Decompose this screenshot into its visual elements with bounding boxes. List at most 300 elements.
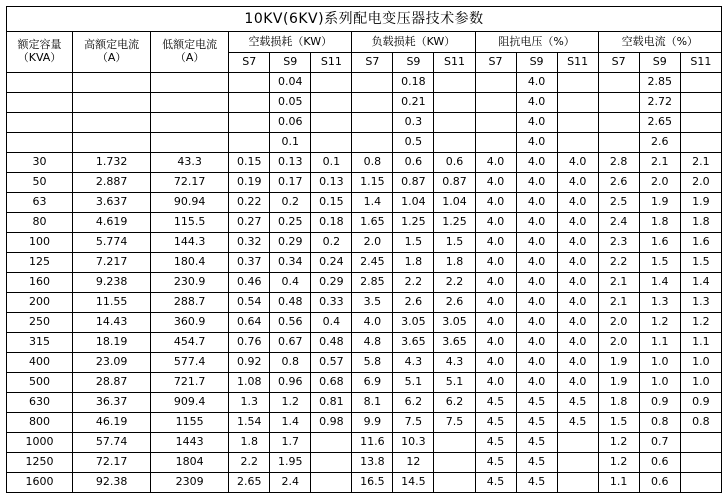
cell-rated-capacity: 100 (7, 233, 73, 253)
cell-hv-rated-current: 36.37 (73, 393, 151, 413)
cell-load-s7: 5.8 (352, 353, 393, 373)
cell-current-s9: 0.6 (639, 473, 680, 493)
transformer-parameters-table (6, 6, 722, 493)
cell-current-s7: 1.5 (598, 413, 639, 433)
cell-no-load-s7: 1.8 (229, 433, 270, 453)
cell-current-s7: 2.5 (598, 193, 639, 213)
cell-lv-rated-current: 115.5 (151, 213, 229, 233)
cell-current-s11: 2.1 (680, 153, 721, 173)
cell-no-load-s11 (311, 473, 352, 493)
cell-load-s7: 8.1 (352, 393, 393, 413)
cell-no-load-s11 (311, 73, 352, 93)
table-row (7, 313, 722, 333)
cell-no-load-s9: 0.04 (270, 73, 311, 93)
cell-hv-rated-current: 9.238 (73, 273, 151, 293)
cell-impedance-s11: 4.0 (557, 213, 598, 233)
cell-current-s9: 2.72 (639, 93, 680, 113)
subheader-load-loss-s11: S11 (434, 53, 475, 73)
cell-no-load-s9: 1.7 (270, 433, 311, 453)
group-header-impedance-voltage: 阻抗电压（%） (475, 32, 598, 53)
cell-impedance-s9: 4.0 (516, 233, 557, 253)
cell-no-load-s9: 0.56 (270, 313, 311, 333)
cell-lv-rated-current: 2309 (151, 473, 229, 493)
cell-current-s7: 1.9 (598, 373, 639, 393)
cell-impedance-s9: 4.5 (516, 433, 557, 453)
cell-current-s9: 1.0 (639, 373, 680, 393)
cell-impedance-s11: 4.0 (557, 333, 598, 353)
cell-hv-rated-current: 92.38 (73, 473, 151, 493)
cell-no-load-s11: 0.68 (311, 373, 352, 393)
subheader-load-loss-s9: S9 (393, 53, 434, 73)
cell-no-load-s9: 0.96 (270, 373, 311, 393)
cell-current-s7: 2.4 (598, 213, 639, 233)
cell-impedance-s11: 4.0 (557, 253, 598, 273)
cell-current-s7: 2.0 (598, 313, 639, 333)
cell-load-s9: 1.25 (393, 213, 434, 233)
cell-load-s7: 3.5 (352, 293, 393, 313)
cell-rated-capacity: 250 (7, 313, 73, 333)
cell-impedance-s7: 4.0 (475, 373, 516, 393)
cell-no-load-s7: 0.15 (229, 153, 270, 173)
cell-no-load-s9: 1.95 (270, 453, 311, 473)
cell-rated-capacity (7, 93, 73, 113)
column-header-lv-rated-current: 低额定电流 （A） (151, 32, 229, 73)
cell-no-load-s9: 0.25 (270, 213, 311, 233)
cell-impedance-s11: 4.0 (557, 153, 598, 173)
cell-impedance-s9: 4.0 (516, 213, 557, 233)
subheader-impedance-s11: S11 (557, 53, 598, 73)
cell-load-s9: 1.8 (393, 253, 434, 273)
cell-lv-rated-current: 288.7 (151, 293, 229, 313)
cell-current-s11: 0.8 (680, 413, 721, 433)
cell-lv-rated-current: 43.3 (151, 153, 229, 173)
cell-lv-rated-current: 454.7 (151, 333, 229, 353)
table-row (7, 273, 722, 293)
cell-no-load-s7: 0.32 (229, 233, 270, 253)
cell-impedance-s7 (475, 93, 516, 113)
cell-rated-capacity: 30 (7, 153, 73, 173)
cell-rated-capacity (7, 113, 73, 133)
cell-load-s7 (352, 73, 393, 93)
cell-impedance-s11: 4.0 (557, 313, 598, 333)
cell-current-s11: 0.9 (680, 393, 721, 413)
cell-impedance-s11: 4.0 (557, 173, 598, 193)
cell-hv-rated-current (73, 113, 151, 133)
table-row (7, 113, 722, 133)
cell-rated-capacity: 800 (7, 413, 73, 433)
cell-load-s9: 0.18 (393, 73, 434, 93)
cell-no-load-s9: 1.2 (270, 393, 311, 413)
cell-no-load-s11: 0.33 (311, 293, 352, 313)
cell-no-load-s7: 0.19 (229, 173, 270, 193)
cell-lv-rated-current: 909.4 (151, 393, 229, 413)
cell-rated-capacity: 315 (7, 333, 73, 353)
table-row (7, 373, 722, 393)
cell-load-s11: 7.5 (434, 413, 475, 433)
cell-impedance-s11 (557, 453, 598, 473)
cell-load-s11: 1.8 (434, 253, 475, 273)
cell-impedance-s11 (557, 93, 598, 113)
cell-load-s7: 1.65 (352, 213, 393, 233)
subheader-impedance-s7: S7 (475, 53, 516, 73)
cell-current-s7: 2.1 (598, 273, 639, 293)
cell-current-s11: 1.1 (680, 333, 721, 353)
cell-current-s11: 1.0 (680, 373, 721, 393)
table-row (7, 93, 722, 113)
cell-current-s9: 1.1 (639, 333, 680, 353)
cell-rated-capacity: 80 (7, 213, 73, 233)
cell-rated-capacity: 400 (7, 353, 73, 373)
table-row (7, 133, 722, 153)
cell-load-s11: 1.5 (434, 233, 475, 253)
cell-load-s9: 6.2 (393, 393, 434, 413)
cell-load-s11: 1.04 (434, 193, 475, 213)
cell-lv-rated-current: 577.4 (151, 353, 229, 373)
cell-current-s9: 2.85 (639, 73, 680, 93)
cell-current-s7: 1.2 (598, 453, 639, 473)
cell-no-load-s11: 0.18 (311, 213, 352, 233)
cell-no-load-s11: 0.2 (311, 233, 352, 253)
subheader-current-s11: S11 (680, 53, 721, 73)
cell-lv-rated-current: 360.9 (151, 313, 229, 333)
cell-load-s7: 4.0 (352, 313, 393, 333)
cell-hv-rated-current (73, 73, 151, 93)
cell-impedance-s11 (557, 473, 598, 493)
cell-current-s11 (680, 113, 721, 133)
cell-no-load-s7: 0.64 (229, 313, 270, 333)
cell-impedance-s7: 4.0 (475, 213, 516, 233)
cell-load-s7: 1.4 (352, 193, 393, 213)
cell-impedance-s7: 4.0 (475, 173, 516, 193)
table-row (7, 173, 722, 193)
cell-no-load-s9: 0.34 (270, 253, 311, 273)
cell-current-s9: 1.6 (639, 233, 680, 253)
table-row (7, 293, 722, 313)
cell-impedance-s9: 4.0 (516, 353, 557, 373)
cell-lv-rated-current: 90.94 (151, 193, 229, 213)
cell-no-load-s7: 1.08 (229, 373, 270, 393)
cell-lv-rated-current: 144.3 (151, 233, 229, 253)
cell-impedance-s7: 4.5 (475, 393, 516, 413)
table-row (7, 193, 722, 213)
cell-lv-rated-current (151, 93, 229, 113)
cell-load-s9: 0.21 (393, 93, 434, 113)
cell-no-load-s7: 0.92 (229, 353, 270, 373)
cell-no-load-s9: 2.4 (270, 473, 311, 493)
cell-hv-rated-current: 7.217 (73, 253, 151, 273)
cell-load-s11: 0.6 (434, 153, 475, 173)
cell-current-s11: 1.0 (680, 353, 721, 373)
cell-impedance-s7 (475, 73, 516, 93)
cell-no-load-s9: 0.06 (270, 113, 311, 133)
cell-load-s7: 16.5 (352, 473, 393, 493)
table-row (7, 393, 722, 413)
header-row-groups (7, 32, 722, 53)
cell-impedance-s9: 4.0 (516, 113, 557, 133)
cell-no-load-s7: 0.46 (229, 273, 270, 293)
cell-load-s9: 0.5 (393, 133, 434, 153)
cell-no-load-s11: 0.81 (311, 393, 352, 413)
cell-no-load-s11: 0.48 (311, 333, 352, 353)
cell-no-load-s9: 0.48 (270, 293, 311, 313)
cell-load-s11 (434, 73, 475, 93)
cell-rated-capacity: 630 (7, 393, 73, 413)
cell-current-s9: 2.1 (639, 153, 680, 173)
cell-no-load-s9: 0.67 (270, 333, 311, 353)
cell-load-s9: 14.5 (393, 473, 434, 493)
subheader-no-load-loss-s11: S11 (311, 53, 352, 73)
cell-current-s7: 1.1 (598, 473, 639, 493)
cell-load-s11 (434, 113, 475, 133)
cell-load-s9: 5.1 (393, 373, 434, 393)
cell-rated-capacity: 63 (7, 193, 73, 213)
cell-impedance-s11: 4.0 (557, 353, 598, 373)
cell-no-load-s11 (311, 433, 352, 453)
cell-lv-rated-current: 1804 (151, 453, 229, 473)
cell-impedance-s7 (475, 133, 516, 153)
cell-current-s11: 2.0 (680, 173, 721, 193)
cell-hv-rated-current: 2.887 (73, 173, 151, 193)
cell-lv-rated-current: 1443 (151, 433, 229, 453)
table-header (7, 7, 722, 73)
cell-current-s7 (598, 93, 639, 113)
cell-impedance-s7: 4.0 (475, 333, 516, 353)
cell-no-load-s9: 0.05 (270, 93, 311, 113)
cell-load-s11: 0.87 (434, 173, 475, 193)
table-row (7, 433, 722, 453)
cell-current-s7: 2.1 (598, 293, 639, 313)
cell-no-load-s11 (311, 133, 352, 153)
cell-current-s9: 1.8 (639, 213, 680, 233)
cell-no-load-s7: 0.22 (229, 193, 270, 213)
cell-hv-rated-current: 1.732 (73, 153, 151, 173)
cell-current-s11: 1.9 (680, 193, 721, 213)
cell-impedance-s9: 4.0 (516, 253, 557, 273)
cell-current-s9: 1.3 (639, 293, 680, 313)
title-row (7, 7, 722, 32)
subheader-impedance-s9: S9 (516, 53, 557, 73)
cell-impedance-s9: 4.0 (516, 153, 557, 173)
cell-current-s9: 0.7 (639, 433, 680, 453)
cell-rated-capacity: 1600 (7, 473, 73, 493)
cell-load-s9: 0.6 (393, 153, 434, 173)
cell-no-load-s7: 2.65 (229, 473, 270, 493)
subheader-current-s7: S7 (598, 53, 639, 73)
cell-impedance-s7: 4.0 (475, 353, 516, 373)
cell-load-s9: 4.3 (393, 353, 434, 373)
cell-no-load-s7: 1.54 (229, 413, 270, 433)
cell-load-s7: 0.8 (352, 153, 393, 173)
cell-rated-capacity: 500 (7, 373, 73, 393)
cell-impedance-s9: 4.5 (516, 393, 557, 413)
cell-load-s7: 2.85 (352, 273, 393, 293)
group-header-load-loss: 负载损耗（KW） (352, 32, 475, 53)
cell-no-load-s7: 0.37 (229, 253, 270, 273)
cell-load-s9: 3.05 (393, 313, 434, 333)
cell-load-s9: 7.5 (393, 413, 434, 433)
cell-load-s9: 3.65 (393, 333, 434, 353)
cell-impedance-s7: 4.5 (475, 413, 516, 433)
table-body (7, 73, 722, 493)
cell-no-load-s11 (311, 113, 352, 133)
cell-impedance-s9: 4.0 (516, 333, 557, 353)
cell-current-s7: 1.8 (598, 393, 639, 413)
cell-impedance-s9: 4.0 (516, 173, 557, 193)
table-row (7, 153, 722, 173)
cell-rated-capacity: 200 (7, 293, 73, 313)
cell-current-s7: 1.9 (598, 353, 639, 373)
subheader-no-load-loss-s9: S9 (270, 53, 311, 73)
table-row (7, 473, 722, 493)
cell-impedance-s9: 4.5 (516, 413, 557, 433)
cell-impedance-s11 (557, 73, 598, 93)
cell-load-s7: 13.8 (352, 453, 393, 473)
cell-current-s7: 2.3 (598, 233, 639, 253)
cell-impedance-s9: 4.0 (516, 193, 557, 213)
cell-no-load-s9: 0.2 (270, 193, 311, 213)
cell-current-s11: 1.4 (680, 273, 721, 293)
table-row (7, 333, 722, 353)
table-row (7, 233, 722, 253)
cell-impedance-s7: 4.0 (475, 253, 516, 273)
cell-current-s9: 1.4 (639, 273, 680, 293)
cell-impedance-s9: 4.0 (516, 313, 557, 333)
cell-current-s7: 2.2 (598, 253, 639, 273)
cell-current-s7: 2.8 (598, 153, 639, 173)
cell-rated-capacity: 50 (7, 173, 73, 193)
cell-load-s9: 12 (393, 453, 434, 473)
cell-rated-capacity (7, 73, 73, 93)
cell-rated-capacity: 160 (7, 273, 73, 293)
table-row (7, 213, 722, 233)
subheader-current-s9: S9 (639, 53, 680, 73)
cell-lv-rated-current: 721.7 (151, 373, 229, 393)
cell-no-load-s7: 0.27 (229, 213, 270, 233)
cell-no-load-s11: 0.4 (311, 313, 352, 333)
cell-load-s9: 0.87 (393, 173, 434, 193)
cell-lv-rated-current (151, 73, 229, 93)
cell-no-load-s9: 0.29 (270, 233, 311, 253)
cell-no-load-s7: 1.3 (229, 393, 270, 413)
cell-impedance-s7: 4.5 (475, 473, 516, 493)
cell-current-s9: 0.8 (639, 413, 680, 433)
cell-rated-capacity (7, 133, 73, 153)
cell-load-s11: 1.25 (434, 213, 475, 233)
subheader-load-loss-s7: S7 (352, 53, 393, 73)
cell-no-load-s7: 0.54 (229, 293, 270, 313)
technical-parameters-sheet (6, 6, 722, 493)
cell-hv-rated-current: 5.774 (73, 233, 151, 253)
cell-lv-rated-current (151, 113, 229, 133)
cell-impedance-s11 (557, 433, 598, 453)
cell-no-load-s11: 0.15 (311, 193, 352, 213)
cell-hv-rated-current (73, 93, 151, 113)
cell-impedance-s7: 4.5 (475, 453, 516, 473)
cell-no-load-s7 (229, 93, 270, 113)
cell-current-s11: 1.2 (680, 313, 721, 333)
cell-load-s9: 1.5 (393, 233, 434, 253)
cell-current-s9: 2.6 (639, 133, 680, 153)
cell-impedance-s11 (557, 133, 598, 153)
cell-hv-rated-current: 3.637 (73, 193, 151, 213)
cell-load-s7 (352, 133, 393, 153)
cell-current-s11 (680, 473, 721, 493)
cell-load-s9: 10.3 (393, 433, 434, 453)
cell-load-s11: 2.2 (434, 273, 475, 293)
subheader-no-load-loss-s7: S7 (229, 53, 270, 73)
cell-current-s7: 2.6 (598, 173, 639, 193)
cell-current-s7 (598, 73, 639, 93)
cell-load-s7: 11.6 (352, 433, 393, 453)
cell-load-s11 (434, 133, 475, 153)
cell-no-load-s11 (311, 453, 352, 473)
cell-load-s7: 2.0 (352, 233, 393, 253)
cell-impedance-s11: 4.0 (557, 233, 598, 253)
cell-load-s11 (434, 473, 475, 493)
cell-impedance-s11: 4.0 (557, 193, 598, 213)
table-row (7, 353, 722, 373)
cell-load-s11: 3.05 (434, 313, 475, 333)
table-row (7, 73, 722, 93)
cell-no-load-s11: 0.29 (311, 273, 352, 293)
cell-current-s11: 1.8 (680, 213, 721, 233)
cell-current-s11 (680, 453, 721, 473)
cell-current-s9: 0.6 (639, 453, 680, 473)
cell-hv-rated-current: 4.619 (73, 213, 151, 233)
cell-hv-rated-current: 72.17 (73, 453, 151, 473)
cell-impedance-s7: 4.0 (475, 153, 516, 173)
cell-impedance-s7 (475, 113, 516, 133)
cell-current-s11 (680, 133, 721, 153)
cell-impedance-s11: 4.5 (557, 413, 598, 433)
cell-impedance-s11 (557, 113, 598, 133)
cell-no-load-s9: 0.17 (270, 173, 311, 193)
cell-load-s11: 3.65 (434, 333, 475, 353)
cell-no-load-s7 (229, 133, 270, 153)
page-title: 10KV(6KV)系列配电变压器技术参数 (7, 7, 722, 32)
cell-impedance-s7: 4.0 (475, 233, 516, 253)
cell-current-s11 (680, 73, 721, 93)
cell-current-s11: 1.5 (680, 253, 721, 273)
cell-impedance-s9: 4.0 (516, 93, 557, 113)
cell-impedance-s11: 4.0 (557, 293, 598, 313)
cell-current-s7: 1.2 (598, 433, 639, 453)
cell-no-load-s7 (229, 73, 270, 93)
cell-no-load-s11 (311, 93, 352, 113)
group-header-no-load-current: 空载电流（%） (598, 32, 721, 53)
cell-load-s9: 2.6 (393, 293, 434, 313)
cell-no-load-s9: 0.8 (270, 353, 311, 373)
cell-no-load-s11: 0.1 (311, 153, 352, 173)
cell-hv-rated-current: 46.19 (73, 413, 151, 433)
cell-load-s7 (352, 113, 393, 133)
cell-load-s9: 0.3 (393, 113, 434, 133)
cell-impedance-s9: 4.0 (516, 73, 557, 93)
cell-hv-rated-current: 28.87 (73, 373, 151, 393)
cell-impedance-s11: 4.0 (557, 373, 598, 393)
cell-load-s11: 6.2 (434, 393, 475, 413)
cell-load-s11 (434, 453, 475, 473)
cell-load-s7: 4.8 (352, 333, 393, 353)
cell-lv-rated-current: 180.4 (151, 253, 229, 273)
cell-current-s9: 1.5 (639, 253, 680, 273)
table-row (7, 453, 722, 473)
cell-load-s11: 5.1 (434, 373, 475, 393)
cell-no-load-s9: 0.4 (270, 273, 311, 293)
cell-no-load-s11: 0.57 (311, 353, 352, 373)
cell-current-s11 (680, 433, 721, 453)
cell-hv-rated-current: 14.43 (73, 313, 151, 333)
